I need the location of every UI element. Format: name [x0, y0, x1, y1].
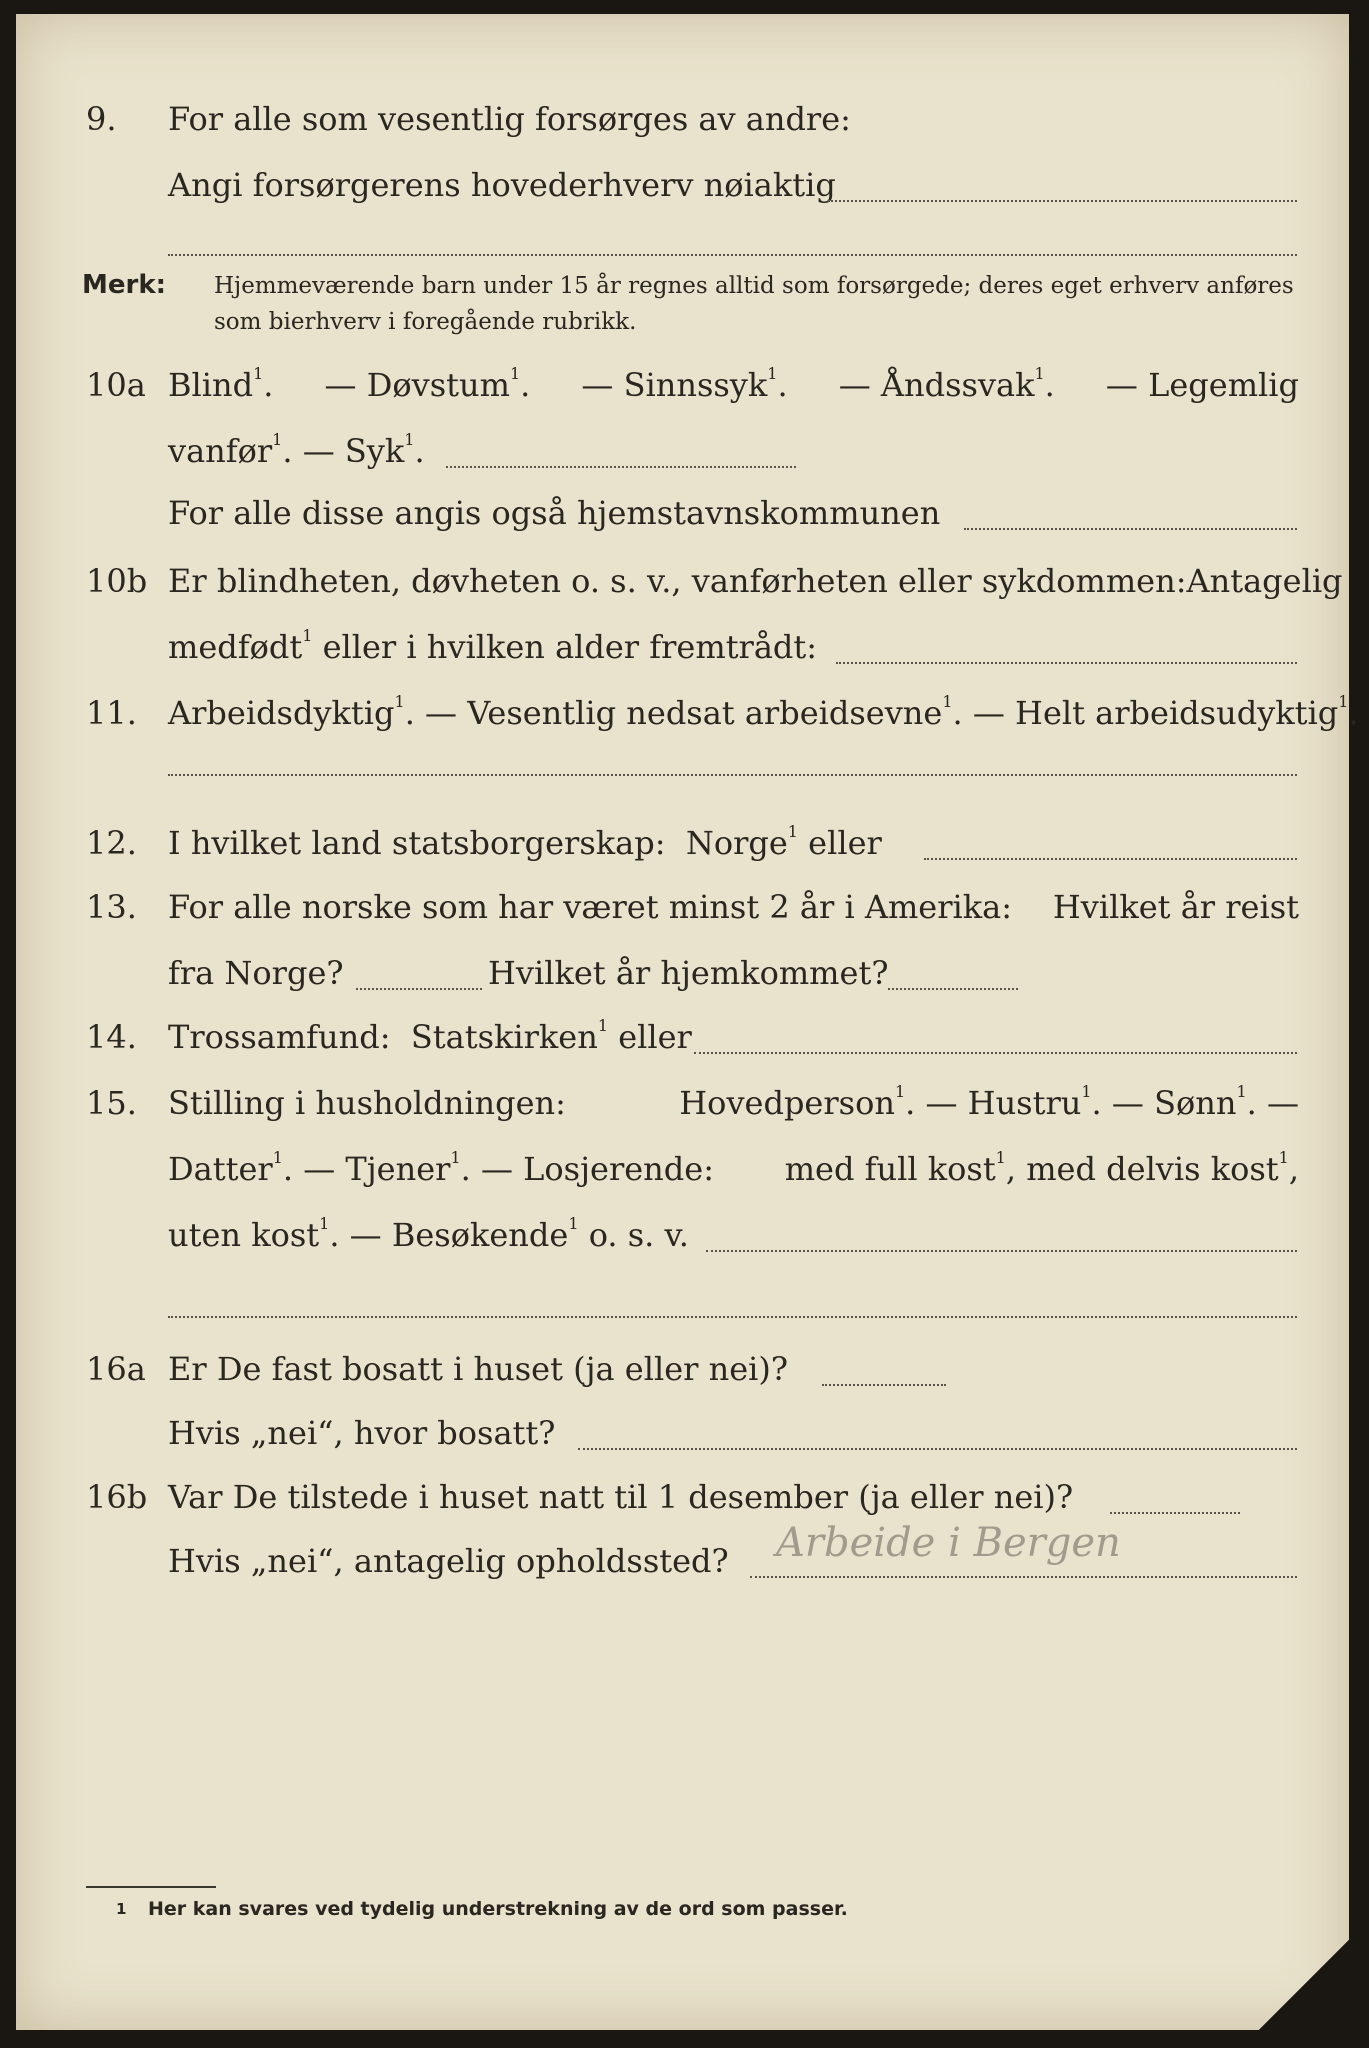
question-text: Trossamfund: Statskirken$^1$ eller	[168, 1016, 692, 1056]
option-sinnssyk: — Sinnssyk$^1$.	[581, 364, 788, 404]
question-options: Datter$^1$. — Tjener$^1$. — Losjerende: med full kost$^1$, med delvis kost$^1$,	[168, 1148, 1299, 1188]
answer-line[interactable]	[168, 774, 1297, 776]
option-vanfor: vanfør$^1$.	[168, 430, 293, 470]
answer-line[interactable]	[750, 1576, 1297, 1578]
question-text: I hvilket land statsborgerskap: Norge$^1$ eller	[168, 822, 882, 862]
question-number: 10b	[86, 562, 148, 600]
question-text: For alle norske som har været minst 2 år i Amerika: Hvilket år reist	[168, 888, 1299, 926]
question-text: Hvis „nei“, hvor bosatt?	[168, 1414, 556, 1452]
question-number: 16a	[86, 1350, 146, 1388]
question-options: Stilling i husholdningen: Hovedperson$^1$. — Hustru$^1$. — Sønn$^1$. —	[168, 1082, 1299, 1122]
answer-line[interactable]	[694, 1052, 1297, 1054]
question-number: 15.	[86, 1084, 137, 1122]
question-text: Angi forsørgerens hovederhverv nøiaktig	[168, 166, 836, 204]
answer-line[interactable]	[706, 1250, 1297, 1252]
question-text: fra Norge?	[168, 954, 344, 992]
question-number: 14.	[86, 1018, 137, 1056]
answer-line[interactable]	[1110, 1512, 1240, 1514]
footnote-divider	[86, 1886, 216, 1888]
answer-line[interactable]	[964, 528, 1297, 530]
note-label: Merk:	[82, 270, 167, 300]
answer-line[interactable]	[446, 466, 796, 468]
question-number: 11.	[86, 694, 137, 732]
answer-line[interactable]	[888, 988, 1018, 990]
answer-line[interactable]	[356, 988, 482, 990]
census-form-page	[16, 14, 1359, 2030]
option-syk: — Syk$^1$.	[302, 430, 425, 470]
question-number: 16b	[86, 1478, 148, 1516]
question-text: For alle som vesentlig forsørges av andre:	[168, 100, 851, 138]
answer-line[interactable]	[168, 254, 1297, 256]
option-legemlig: — Legemlig	[1105, 366, 1299, 404]
question-number: 13.	[86, 888, 137, 926]
answer-line[interactable]	[836, 662, 1297, 664]
footnote-mark: 1	[116, 1900, 127, 1918]
question-options	[168, 366, 1299, 404]
question-number: 12.	[86, 824, 137, 862]
question-text: Hvilket år hjemkommet?	[488, 954, 889, 992]
option-arbeidsdyktig: Arbeidsdyktig$^1$. — Vesentlig nedsat arbeidsevne$^1$. — Helt arbeidsudyktig$^1$.	[168, 692, 1359, 732]
question-text: Hvis „nei“, antagelig opholdssted?	[168, 1542, 729, 1580]
handwritten-answer: Arbeide i Bergen	[776, 1520, 1121, 1566]
footnote-text: Her kan svares ved tydelig understrekning av de ord som passer.	[148, 1898, 848, 1920]
question-text: Er De fast bosatt i huset (ja eller nei)?	[168, 1350, 789, 1388]
answer-line[interactable]	[924, 858, 1297, 860]
question-options	[168, 692, 1359, 732]
question-text: Er blindheten, døvheten o. s. v., vanførheten eller sykdommen: Antagelig	[168, 562, 1343, 600]
torn-corner	[1259, 1940, 1349, 2030]
option-andssvak: — Åndssvak$^1$.	[838, 364, 1055, 404]
question-text: Var De tilstede i huset natt til 1 desember (ja eller nei)?	[168, 1478, 1074, 1516]
question-text: medfødt$^1$ eller i hvilken alder fremtrådt:	[168, 626, 818, 666]
question-text: For alle disse angis også hjemstavnskommunen	[168, 494, 941, 532]
option-blind: Blind$^1$.	[168, 364, 274, 404]
answer-line[interactable]	[578, 1448, 1297, 1450]
question-options: uten kost$^1$. — Besøkende$^1$ o. s. v.	[168, 1214, 689, 1254]
answer-line[interactable]	[168, 1316, 1297, 1318]
option-dovstum: — Døvstum$^1$.	[324, 364, 531, 404]
note-text: Hjemmeværende barn under 15 år regnes alltid som forsørgede; deres eget erhverv anføres som bierhverv i foregående rubrikk.	[214, 273, 1294, 335]
question-number: 9.	[86, 100, 117, 138]
answer-line[interactable]	[822, 1384, 946, 1386]
answer-line[interactable]	[828, 200, 1297, 202]
question-options	[168, 432, 425, 470]
question-number: 10a	[86, 366, 146, 404]
